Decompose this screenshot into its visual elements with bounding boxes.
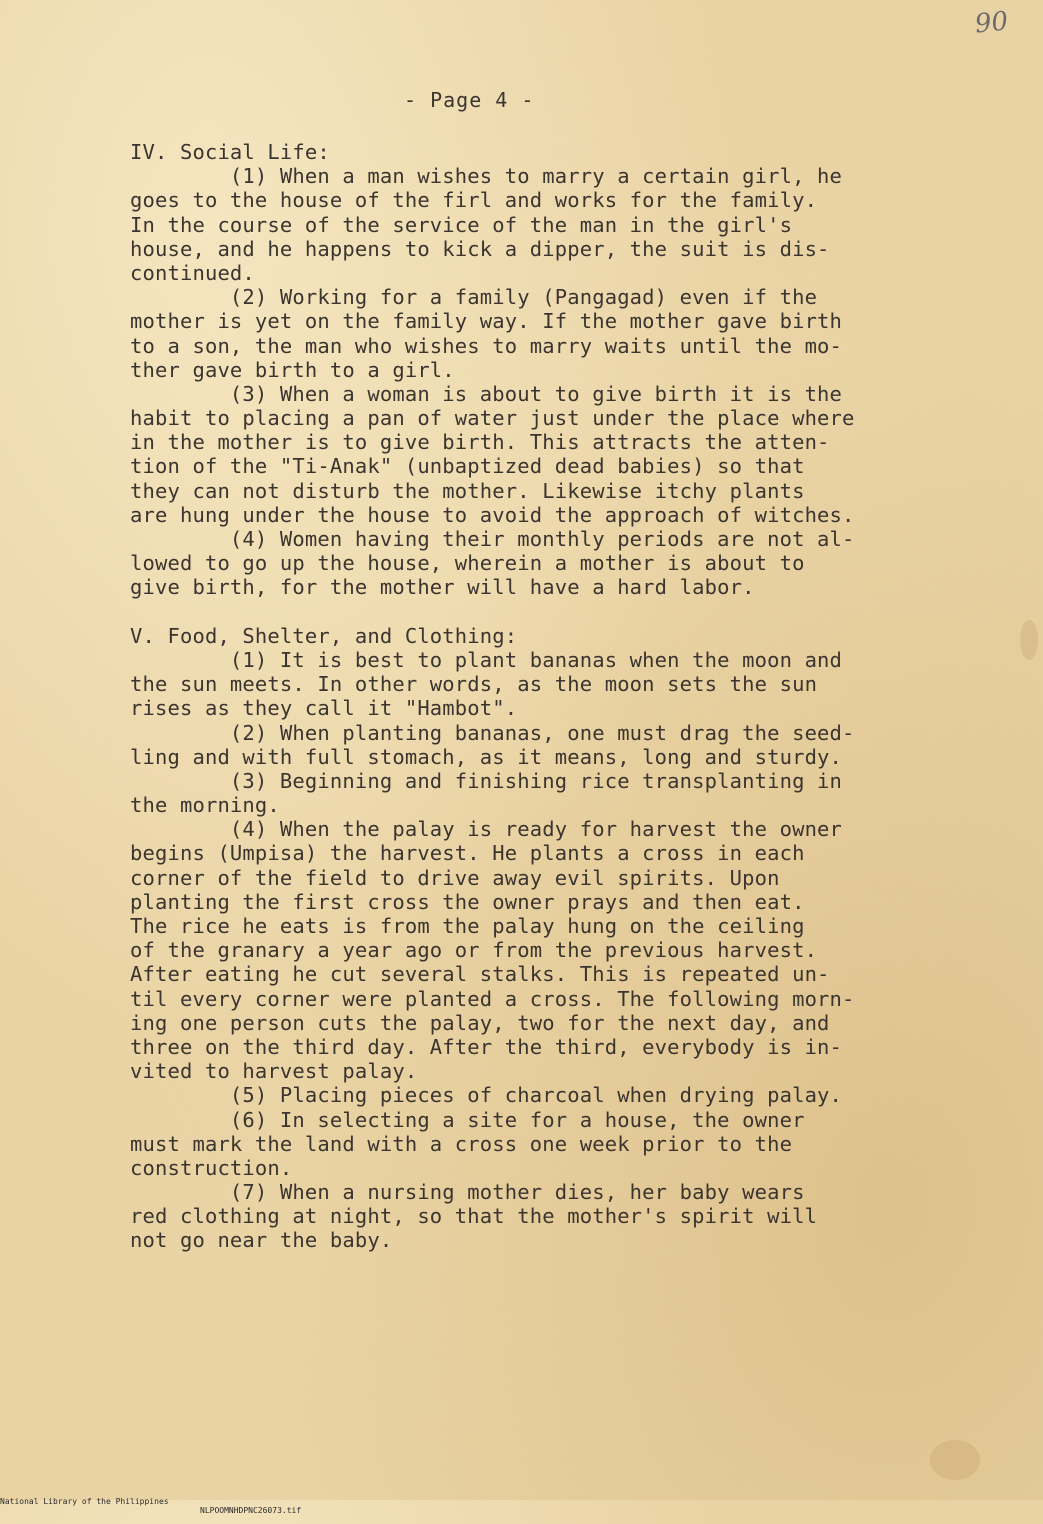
folio-number: 90 [973,6,1010,40]
text-line: begins (Umpisa) the harvest. He plants a cross in each [130,841,805,866]
text-line: planting the first cross the owner prays and then eat. [130,889,805,914]
text-line: (6) In selecting a site for a house, the owner [130,1107,805,1132]
text-line: not go near the baby. [130,1228,393,1253]
text-line: goes to the house of the firl and works for the family. [130,188,818,213]
text-line: vited to harvest palay. [130,1059,418,1084]
text-line: (5) Placing pieces of charcoal when drying palay. [130,1083,843,1108]
paper-stain [930,1440,980,1480]
text-line: (4) When the palay is ready for harvest the owner [130,817,843,842]
footer-filename: NLPOOMNHDPNC26073.tif [200,1506,302,1515]
text-line: V. Food, Shelter, and Clothing: [130,623,518,648]
text-line: the morning. [130,793,280,818]
footer [0,1488,302,1524]
text-line: continued. [130,260,255,285]
text-line: (1) It is best to plant bananas when the moon and [130,647,843,672]
text-line: (7) When a nursing mother dies, her baby wears [130,1180,805,1205]
text-line: ling and with full stomach, as it means, long and sturdy. [130,744,843,769]
text-line: (1) When a man wishes to marry a certain girl, he [130,164,843,189]
text-line: lowed to go up the house, wherein a mother is about to [130,551,805,576]
text-line: (3) Beginning and finishing rice transplanting in [130,768,843,793]
text-line: ing one person cuts the palay, two for the next day, and [130,1010,830,1035]
text-line: give birth, for the mother will have a hard labor. [130,575,755,600]
body-text [130,140,990,1253]
text-line: of the granary a year ago or from the previous harvest. [130,938,818,963]
paper-stain [1020,620,1038,660]
text-line: After eating he cut several stalks. This is repeated un- [130,962,830,987]
text-line: rises as they call it "Hambot". [130,696,518,721]
page-header: - Page 4 - [404,88,535,112]
text-line: must mark the land with a cross one week prior to the [130,1131,793,1156]
text-line: construction. [130,1155,293,1180]
blank-line [130,600,990,624]
text-line: house, and he happens to kick a dipper, the suit is dis- [130,236,830,261]
text-line: in the mother is to give birth. This attracts the atten- [130,430,830,455]
text-line: In the course of the service of the man in the girl's [130,212,793,237]
text-line: three on the third day. After the third, everybody is in- [130,1034,843,1059]
text-line: to a son, the man who wishes to marry waits until the mo- [130,333,843,358]
text-line: the sun meets. In other words, as the moon sets the sun [130,672,818,697]
text-line: (4) Women having their monthly periods are not al- [130,527,855,551]
text-line: corner of the field to drive away evil spirits. Upon [130,865,780,890]
text-line: (2) When planting bananas, one must drag the seed- [130,720,855,745]
text-line: IV. Social Life: [130,140,330,164]
text-line: (2) Working for a family (Pangagad) even if the [130,285,818,310]
text-line: are hung under the house to avoid the approach of witches. [130,502,855,527]
text-line: they can not disturb the mother. Likewise itchy plants [130,478,805,503]
text-line: (3) When a woman is about to give birth it is the [130,381,843,406]
text-line: mother is yet on the family way. If the mother gave birth [130,309,843,334]
text-line: The rice he eats is from the palay hung on the ceiling [130,914,805,938]
text-line: red clothing at night, so that the mother's spirit will [130,1204,818,1229]
footer-library: National Library of the Philippines [0,1497,169,1506]
text-line: til every corner were planted a cross. The following morn- [130,986,855,1011]
text-line: habit to placing a pan of water just under the place where [130,406,855,431]
text-line: ther gave birth to a girl. [130,357,455,382]
text-line: tion of the "Ti-Anak" (unbaptized dead babies) so that [130,454,805,479]
